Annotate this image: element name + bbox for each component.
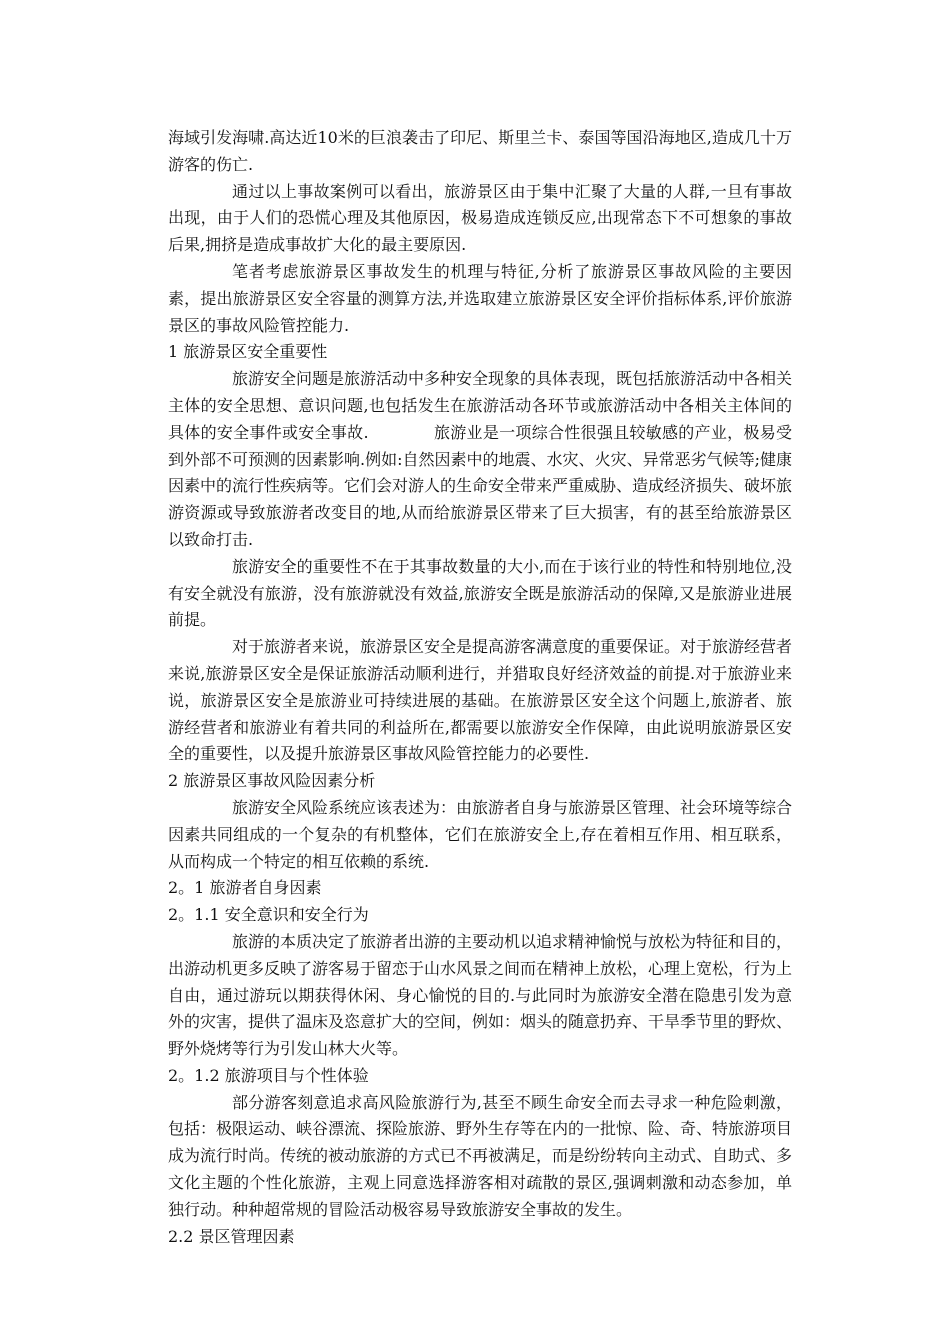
paragraph: 部分游客刻意追求高风险旅游行为,甚至不顾生命安全而去寻求一种危险刺激，包括：极限运动、峡谷漂流、探险旅游、野外生存等在内的一批惊、险、奇、特旅游项目成为流行时尚。传统的被动旅游的方式已不再被满足，而是纷纷转向主动式、自助式、多文化主题的个性化旅游，主观上同意选择游客相对疏散的景区,强调刺激和动态参加，单独行动。种种超常规的冒险活动极容易导致旅游安全事故的发生。	[168, 1092, 793, 1219]
subsection-heading: 2。1.2 旅游项目与个性体验	[168, 1065, 369, 1085]
paragraph: 旅游安全的重要性不在于其事故数量的大小,而在于该行业的特性和特别地位,没有安全就没有旅游，没有旅游就没有效益,旅游安全既是旅游活动的保障,又是旅游业进展前提。	[168, 556, 792, 630]
subsection-heading: 2.2 景区管理因素	[168, 1226, 295, 1246]
paragraph: 对于旅游者来说，旅游景区安全是提高游客满意度的重要保证。对于旅游经营者来说,旅游景区安全是保证旅游活动顺利进行，并猎取良好经济效益的前提.对于旅游业来说，旅游景区安全是旅游业可持续进展的基础。在旅游景区安全这个问题上,旅游者、旅游经营者和旅游业有着共同的利益所在,都需要以旅游安全作保障，由此说明旅游景区安全的重要性，以及提升旅游景区事故风险管控能力的必要性.	[168, 637, 793, 764]
subsection-heading: 2。1.1 安全意识和安全行为	[168, 905, 369, 925]
document-body	[168, 125, 792, 1250]
section-heading: 1 旅游景区安全重要性	[168, 342, 328, 362]
paragraph: 通过以上事故案例可以看出，旅游景区由于集中汇聚了大量的人群,一旦有事故出现，由于人们的恐慌心理及其他原因，极易造成连锁反应,出现常态下不可想象的事故后果,拥挤是造成事故扩大化的最主要原因.	[168, 181, 792, 255]
paragraph: 旅游的本质决定了旅游者出游的主要动机以追求精神愉悦与放松为特征和目的，出游动机更多反映了游客易于留恋于山水风景之间而在精神上放松，心理上宽松，行为上自由，通过游玩以期获得休闲、身心愉悦的目的.与此同时为旅游安全潜在隐患引发为意外的灾害，提供了温床及恣意扩大的空间，例如：烟头的随意扔弃、干旱季节里的野炊、野外烧烤等行为引发山林大火等。	[168, 931, 793, 1059]
paragraph: 旅游安全风险系统应该表述为：由旅游者自身与旅游景区管理、社会环境等综合因素共同组成的一个复杂的有机整体，它们在旅游安全上,存在着相互作用、相互联系，从而构成一个特定的相互依赖的系统.	[168, 797, 793, 871]
subsection-heading: 2。1 旅游者自身因素	[168, 878, 322, 898]
paragraph-continuation: 海域引发海啸.高达近10米的巨浪袭击了印尼、斯里兰卡、泰国等国沿海地区,造成几十万游客的伤亡.	[168, 128, 792, 174]
section-heading: 2 旅游景区事故风险因素分析	[168, 771, 376, 791]
paragraph: 旅游安全问题是旅游活动中多种安全现象的具体表现，既包括旅游活动中各相关主体的安全思想、意识问题,也包括发生在旅游活动各环节或旅游活动中各相关主体间的具体的安全事件或安全事故. 旅游业是一项综合性很强且较敏感的产业，极易受到外部不可预测的因素影响.例如:自然因素中的地震、水灾、火灾、异常恶劣气候等;健康因素中的流行性疾病等。它们会对游人的生命安全带来严重威胁、造成经济损失、破坏旅游资源或导致旅游者改变目的地,从而给旅游景区带来了巨大损害，有的甚至给旅游景区以致命打击.	[168, 369, 793, 549]
paragraph: 笔者考虑旅游景区事故发生的机理与特征,分析了旅游景区事故风险的主要因素，提出旅游景区安全容量的测算方法,并选取建立旅游景区安全评价指标体系,评价旅游景区的事故风险管控能力.	[168, 261, 792, 335]
